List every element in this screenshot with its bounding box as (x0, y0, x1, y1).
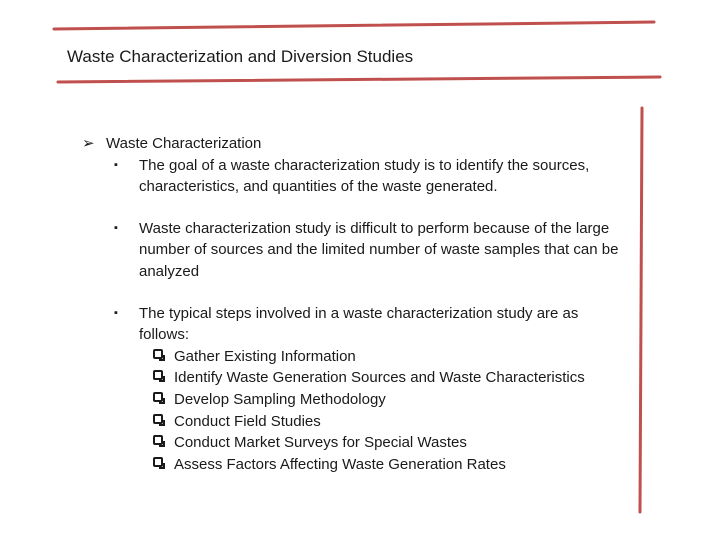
arrow-bullet-icon: ➢ (82, 135, 95, 152)
checkbox-bullet-icon (153, 414, 163, 424)
right-frame-rule (640, 108, 642, 512)
step-text: Develop Sampling Methodology (174, 390, 386, 408)
title-top-rule (54, 22, 654, 29)
checkbox-bullet-icon (153, 457, 163, 467)
point-text: The goal of a waste characterization study is to identify the sources, characteristics, and quantities of the waste generated. (139, 156, 590, 196)
step-item (82, 346, 622, 368)
step-item (82, 411, 622, 433)
checkbox-bullet-icon (153, 349, 163, 359)
square-bullet-icon: ▪ (114, 306, 118, 319)
step-text: Conduct Market Surveys for Special Wastes (174, 434, 467, 452)
step-text: Gather Existing Information (174, 347, 356, 365)
square-bullet-icon: ▪ (114, 221, 118, 234)
square-bullet-icon: ▪ (114, 158, 118, 171)
slide-title: Waste Characterization and Diversion Studies (67, 47, 414, 66)
step-item (82, 367, 622, 389)
step-text: Identify Waste Generation Sources and Waste Characteristics (174, 369, 585, 387)
step-item (82, 389, 622, 411)
slide-body (82, 133, 622, 475)
point-text: The typical steps involved in a waste characterization study are as follows: (139, 304, 579, 344)
step-item (82, 454, 622, 476)
checkbox-bullet-icon (153, 392, 163, 402)
point-item (82, 218, 622, 283)
title-bottom-rule (58, 77, 660, 82)
heading-text: Waste Characterization (106, 135, 262, 152)
heading-item (82, 133, 622, 155)
point-item (82, 303, 622, 346)
point-text: Waste characterization study is difficult to perform because of the large number of sources and the limited number of waste samples that can be analyzed (139, 219, 619, 280)
checkbox-bullet-icon (153, 370, 163, 380)
step-item (82, 432, 622, 454)
step-text: Conduct Field Studies (174, 412, 321, 430)
step-text: Assess Factors Affecting Waste Generation Rates (174, 455, 506, 473)
point-item (82, 155, 622, 198)
checkbox-bullet-icon (153, 435, 163, 445)
